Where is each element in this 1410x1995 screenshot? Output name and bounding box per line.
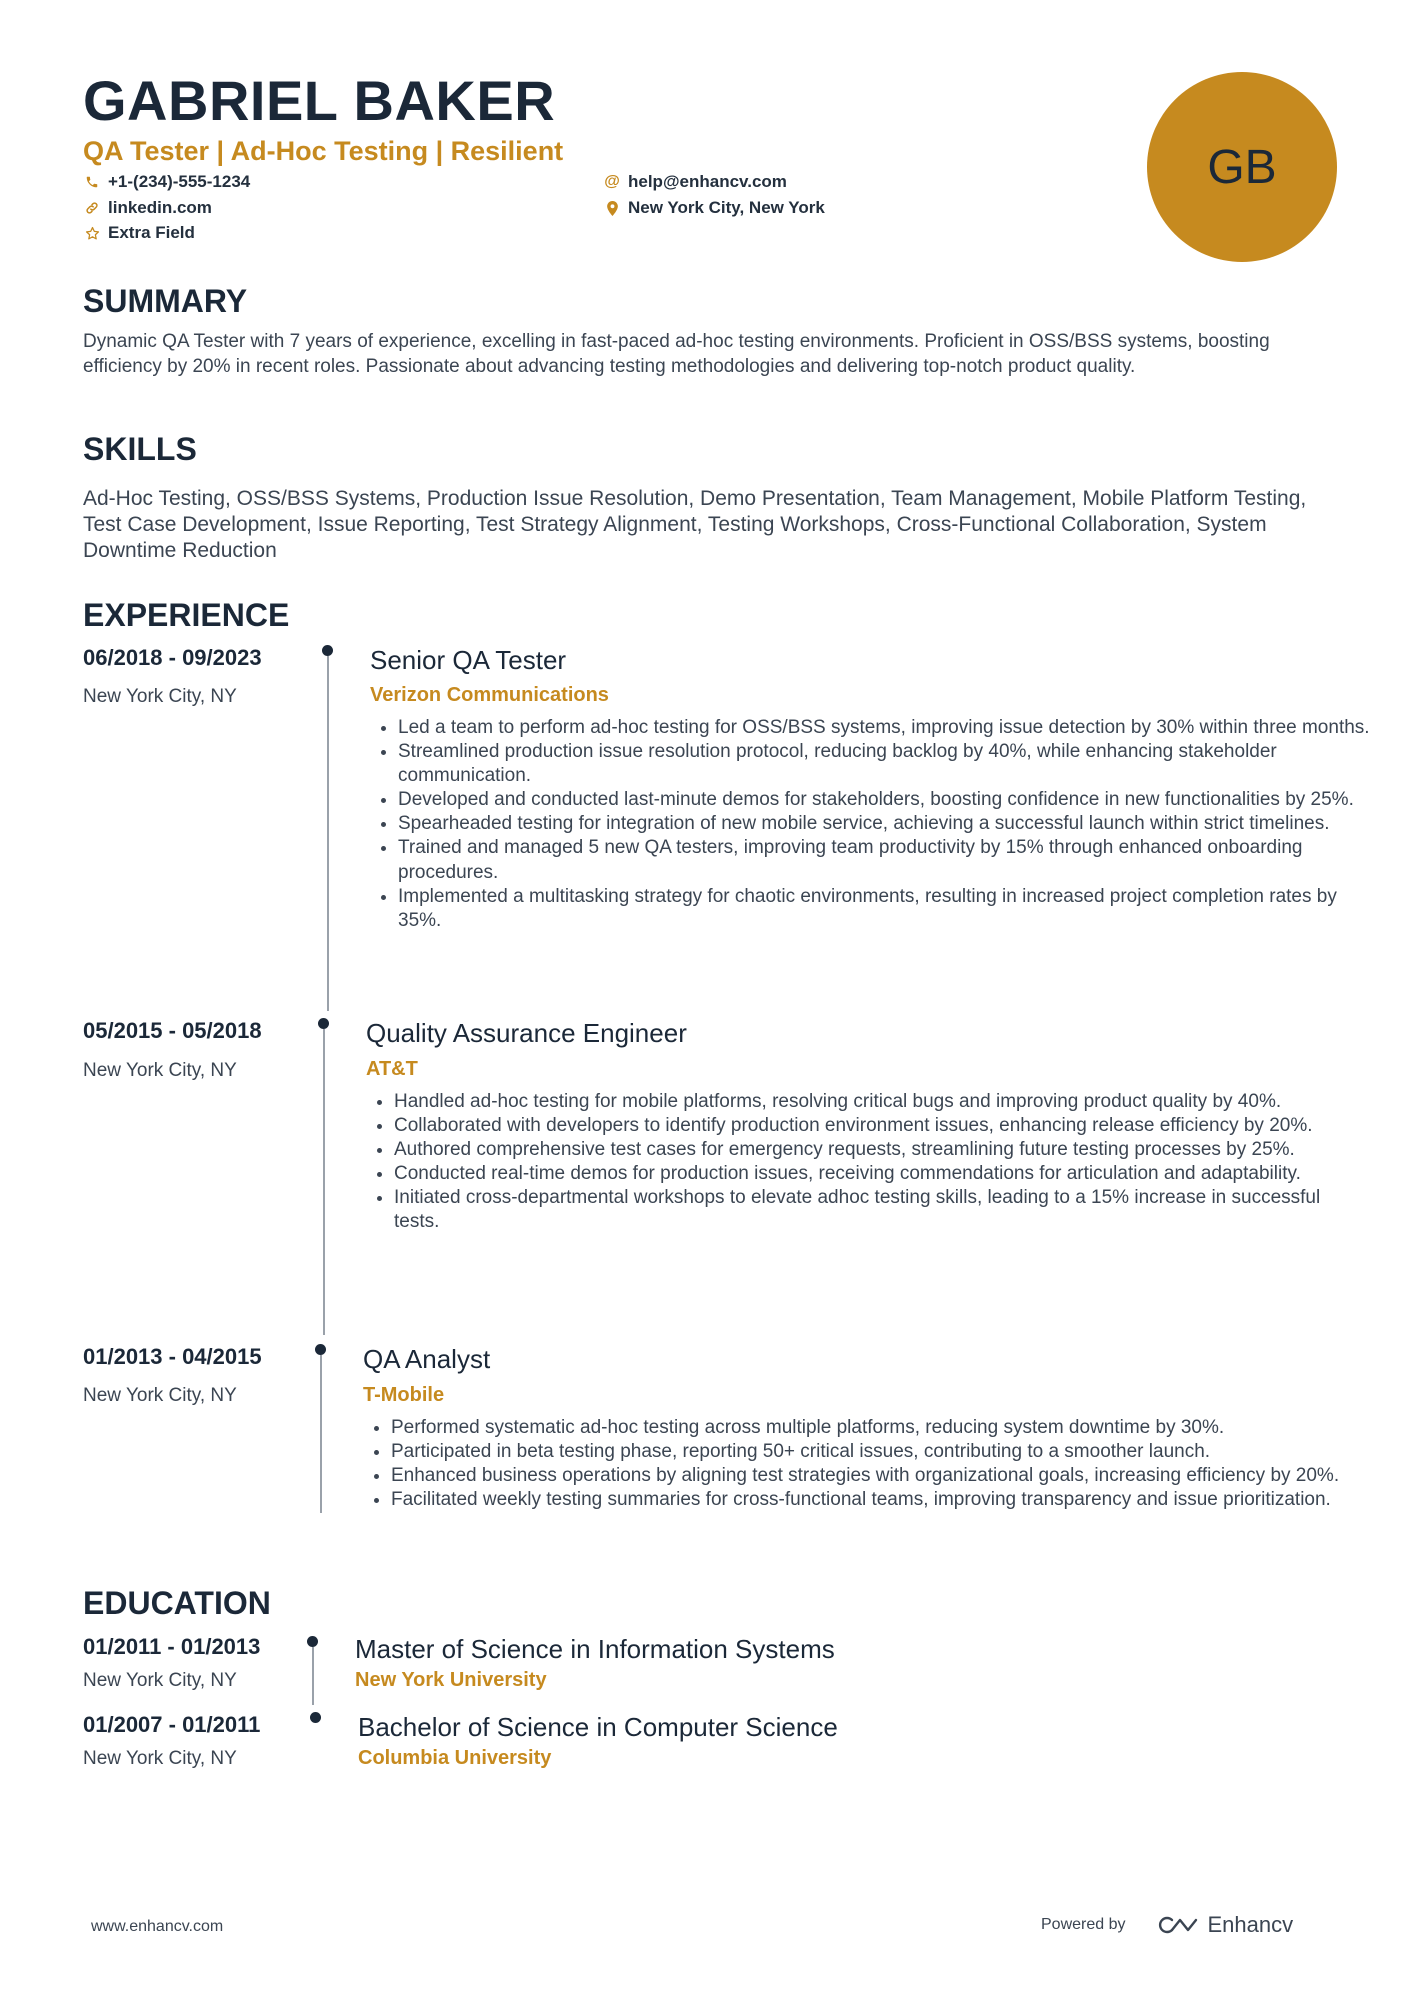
contact-location bbox=[603, 198, 825, 218]
contact-phone bbox=[83, 172, 250, 192]
summary-title: SUMMARY bbox=[83, 283, 248, 319]
footer-brand[interactable] bbox=[1041, 1912, 1293, 1938]
edu-degree: Bachelor of Science in Computer Science bbox=[358, 1712, 838, 1742]
experience-title: EXPERIENCE bbox=[83, 597, 290, 633]
job-title: Quality Assurance Engineer bbox=[366, 1018, 687, 1048]
edu-dates: 01/2011 - 01/2013 bbox=[83, 1634, 261, 1659]
job-dates: 05/2015 - 05/2018 bbox=[83, 1018, 262, 1043]
timeline-line bbox=[320, 1355, 322, 1513]
list-item: • Implemented a multitasking strategy for chaotic environments, resulting in increased project completion rates by 35%. bbox=[398, 885, 1370, 933]
at-icon: @ bbox=[604, 173, 620, 190]
job-dates: 01/2013 - 04/2015 bbox=[83, 1344, 262, 1369]
timeline-dot bbox=[307, 1636, 318, 1647]
job-company: AT&T bbox=[366, 1058, 418, 1080]
timeline-line bbox=[312, 1647, 314, 1705]
list-item: • Performed systematic ad-hoc testing across multiple platforms, reducing system downtime by 30%. bbox=[391, 1416, 1370, 1440]
linkedin-text[interactable]: linkedin.com bbox=[108, 198, 212, 217]
list-item: • Facilitated weekly testing summaries for cross-functional teams, improving transparency and issue prioritization. bbox=[391, 1488, 1370, 1512]
powered-by-text: Powered by bbox=[1041, 1916, 1126, 1933]
footer-website[interactable]: www.enhancv.com bbox=[91, 1918, 224, 1935]
list-item: • Developed and conducted last-minute demos for stakeholders, boosting confidence in new functionalities by 25%. bbox=[398, 788, 1370, 812]
list-item: • Led a team to perform ad-hoc testing for OSS/BSS systems, improving issue detection by 30% within three months. bbox=[398, 716, 1370, 740]
edu-location: New York City, NY bbox=[83, 1670, 237, 1691]
job-bullets bbox=[370, 716, 1370, 933]
job-location: New York City, NY bbox=[83, 1060, 237, 1081]
contact-linkedin[interactable] bbox=[83, 198, 212, 218]
job-company: Verizon Communications bbox=[370, 684, 609, 706]
list-item: • Enhanced business operations by aligning test strategies with organizational goals, increasing efficiency by 20%. bbox=[391, 1464, 1370, 1488]
edu-dates: 01/2007 - 01/2011 bbox=[83, 1712, 261, 1737]
skills-title: SKILLS bbox=[83, 431, 197, 467]
summary-text: Dynamic QA Tester with 7 years of experience, excelling in fast-paced ad-hoc testing environments. Proficient in OSS/BSS systems, boosting efficiency by 20% in recent roles. Passionate about advancing testing methodologies and delivering top-notch product quality. bbox=[83, 331, 1270, 377]
job-location: New York City, NY bbox=[83, 686, 237, 707]
timeline-dot bbox=[315, 1344, 326, 1355]
contact-extra bbox=[83, 223, 195, 243]
edu-school: Columbia University bbox=[358, 1747, 552, 1769]
education-title: EDUCATION bbox=[83, 1585, 271, 1621]
link-icon bbox=[83, 199, 101, 217]
extra-text: Extra Field bbox=[108, 223, 195, 242]
edu-location: New York City, NY bbox=[83, 1748, 237, 1769]
job-bullets bbox=[366, 1090, 1370, 1235]
timeline-dot bbox=[310, 1712, 321, 1723]
list-item: • Spearheaded testing for integration of new mobile service, achieving a successful launch within strict timelines. bbox=[398, 812, 1370, 836]
list-item: • Handled ad-hoc testing for mobile platforms, resolving critical bugs and improving product quality by 40%. bbox=[394, 1090, 1370, 1114]
location-pin-icon bbox=[603, 199, 621, 217]
timeline-line bbox=[327, 656, 329, 1011]
list-item: • Streamlined production issue resolution protocol, reducing backlog by 40%, while enhancing stakeholder communication. bbox=[398, 740, 1370, 788]
edu-school: New York University bbox=[355, 1669, 547, 1691]
star-icon bbox=[83, 224, 101, 242]
list-item: • Authored comprehensive test cases for emergency requests, streamlining future testing processes by 25%. bbox=[394, 1138, 1370, 1162]
timeline-line bbox=[323, 1029, 325, 1335]
job-company: T-Mobile bbox=[363, 1384, 445, 1406]
phone-icon bbox=[83, 173, 101, 191]
job-title: Senior QA Tester bbox=[370, 645, 567, 675]
location-text: New York City, New York bbox=[628, 198, 825, 217]
list-item: • Initiated cross-departmental workshops to elevate adhoc testing skills, leading to a 15% increase in successful tests. bbox=[394, 1186, 1370, 1234]
job-bullets bbox=[363, 1416, 1370, 1512]
job-location: New York City, NY bbox=[83, 1385, 237, 1406]
candidate-name: GABRIEL BAKER bbox=[83, 69, 556, 132]
list-item: • Trained and managed 5 new QA testers, improving team productivity by 15% through enhanced onboarding procedures. bbox=[398, 836, 1370, 884]
headline: QA Tester | Ad-Hoc Testing | Resilient bbox=[83, 136, 564, 166]
list-item: • Collaborated with developers to identify production environment issues, enhancing release efficiency by 20%. bbox=[394, 1114, 1370, 1138]
phone-text: +1-(234)-555-1234 bbox=[108, 172, 251, 191]
email-text[interactable]: help@enhancv.com bbox=[628, 172, 787, 191]
list-item: • Conducted real-time demos for production issues, receiving commendations for articulation and adaptability. bbox=[394, 1162, 1370, 1186]
skills-text: Ad-Hoc Testing, OSS/BSS Systems, Production Issue Resolution, Demo Presentation, Team Management, Mobile Platform Testing, Test Case Development, Issue Reporting, Test Strategy Alignment, Testing Workshops, Cross-Functional Collaboration, System Downtime Reduction bbox=[83, 487, 1307, 562]
edu-degree: Master of Science in Information Systems bbox=[355, 1634, 835, 1664]
list-item: • Participated in beta testing phase, reporting 50+ critical issues, contributing to a smoother launch. bbox=[391, 1440, 1370, 1464]
timeline-dot bbox=[318, 1018, 329, 1029]
contact-email[interactable] bbox=[603, 172, 787, 192]
job-dates: 06/2018 - 09/2023 bbox=[83, 645, 262, 670]
avatar: GB bbox=[1147, 72, 1337, 262]
enhancv-logo-icon bbox=[1152, 1913, 1200, 1937]
job-title: QA Analyst bbox=[363, 1344, 491, 1374]
brand-text: Enhancv bbox=[1207, 1912, 1294, 1937]
timeline-dot bbox=[322, 645, 333, 656]
